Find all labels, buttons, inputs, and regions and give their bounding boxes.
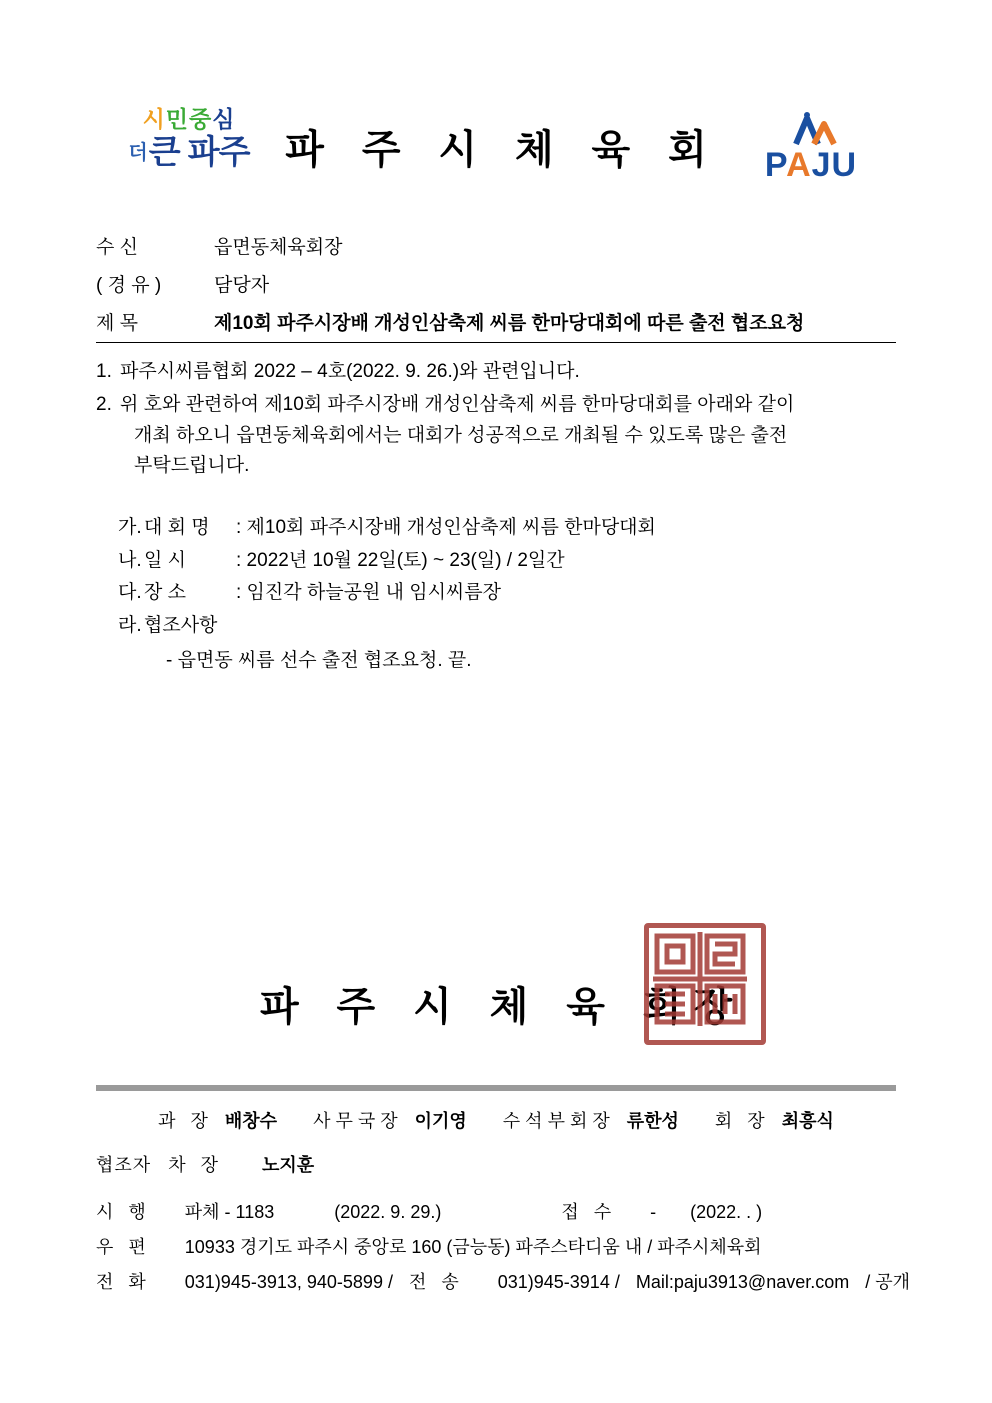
fax-value: 031)945-3914 / <box>497 1272 620 1293</box>
detail-item-name-key: 대 회 명 <box>144 517 210 539</box>
body-item-1-text: 파주시씨름협회 2022 – 4호(2022. 9. 26.)와 관련입니다. <box>120 361 580 382</box>
paju-wordmark-a: A <box>786 146 812 184</box>
slogan-main: 큰 파주 <box>148 133 250 170</box>
cooperator-role: 차 장 <box>168 1155 223 1175</box>
approval-role-3: 수석부회장 <box>502 1111 615 1131</box>
disclosure-value: / 공개 <box>865 1272 911 1293</box>
detail-item-place-mark: 다. <box>118 582 142 604</box>
detail-item-cooperation-value <box>236 610 896 643</box>
slogan-char-3: 심 <box>212 106 236 132</box>
document-header <box>96 98 896 208</box>
detail-item-name <box>118 512 896 545</box>
postal-label: 우 편 <box>96 1237 151 1258</box>
paju-wordmark-p: P <box>764 146 787 184</box>
body-item-2-text <box>120 390 896 482</box>
approval-person-2: 이기영 <box>414 1111 467 1131</box>
issue-date: (2022. 9. 29.) <box>334 1202 442 1222</box>
detail-item-date <box>118 545 896 578</box>
body-item-1 <box>96 357 896 388</box>
document-footer <box>96 1085 911 1300</box>
recipient-row <box>96 232 896 259</box>
body-item-2-line3: 부탁드립니다. <box>134 455 250 477</box>
detail-item-date-value: : 2022년 10월 22일(토) ~ 23(일) / 2일간 <box>236 549 565 571</box>
detail-note: - 읍면동 씨름 선수 출전 협조요청. 끝. <box>166 649 472 671</box>
detail-item-place-value: : 임진각 하늘공원 내 임시씨름장 <box>236 582 501 604</box>
detail-item-date-key: 일 시 <box>144 549 186 571</box>
receipt-value: - <box>650 1202 657 1222</box>
recipient-label: 수 신 <box>96 237 138 258</box>
approval-person-3: 류한성 <box>626 1111 679 1131</box>
issue-label: 시 행 <box>96 1202 151 1222</box>
detail-list <box>118 512 896 677</box>
approval-line <box>96 1107 896 1133</box>
signature-name-text: 파 주 시 체 육 회장 <box>259 984 745 1030</box>
via-row <box>96 270 896 297</box>
receipt-label: 접 수 <box>561 1202 617 1222</box>
official-seal-icon <box>644 923 766 1045</box>
cooperator-label: 협조자 <box>96 1155 152 1175</box>
detail-item-place <box>118 577 896 610</box>
recipient-value: 읍면동체육회장 <box>214 237 343 258</box>
detail-item-name-mark: 가. <box>118 517 142 539</box>
approval-person-1: 배창수 <box>224 1111 278 1131</box>
via-value: 담당자 <box>214 275 270 296</box>
subject-label: 제 목 <box>96 313 138 334</box>
mail-value: Mail:paju3913@naver.com <box>635 1272 850 1293</box>
detail-item-cooperation-mark: 라. <box>118 615 142 637</box>
cooperator-person: 노지훈 <box>261 1155 315 1175</box>
cooperator-line <box>96 1151 896 1177</box>
meta-postal-line <box>96 1230 896 1265</box>
address-block <box>96 232 896 343</box>
subject-row <box>96 308 896 343</box>
paju-wordmark <box>736 148 886 182</box>
signature-block <box>0 975 992 1032</box>
meta-issue-line <box>96 1195 896 1230</box>
signature-name <box>248 975 744 1032</box>
slogan-prefix: 더 <box>128 142 147 164</box>
body-item-2-number: 2. <box>96 393 112 415</box>
approval-role-2: 사무국장 <box>313 1111 403 1131</box>
paju-wordmark-ju: JU <box>811 146 858 184</box>
detail-item-cooperation-key: 협조사항 <box>144 615 218 637</box>
body-item-2-line1: 위 호와 관련하여 제10회 파주시장배 개성인삼축제 씨름 한마당대회를 아래와 같이 <box>120 393 795 415</box>
slogan-char-2: 민중 <box>165 106 213 132</box>
page-title: 파 주 시 체 육 회 <box>285 127 719 173</box>
phone-label: 전 화 <box>96 1272 151 1293</box>
footer-divider <box>96 1085 896 1091</box>
paju-mountain-icon <box>736 112 886 146</box>
paju-brand-logo <box>736 112 886 182</box>
document-body <box>96 357 896 677</box>
postal-value: 10933 경기도 파주시 중앙로 160 (금능동) 파주스타디움 내 / 파주시체육회 <box>184 1237 762 1258</box>
approval-role-4: 회 장 <box>714 1111 770 1131</box>
body-item-2 <box>96 390 896 482</box>
body-item-2-line2: 개최 하오니 읍면동체육회에서는 대회가 성공적으로 개최될 수 있도록 많은 출전 <box>134 424 788 446</box>
body-item-1-number: 1. <box>96 361 112 382</box>
issue-value: 파체 - 1183 <box>184 1202 275 1222</box>
fax-label: 전 송 <box>408 1272 464 1293</box>
receipt-date: (2022. . ) <box>690 1202 763 1222</box>
detail-item-name-value: : 제10회 파주시장배 개성인삼축제 씨름 한마당대회 <box>236 517 656 539</box>
detail-item-date-mark: 나. <box>118 549 142 571</box>
via-label: ( 경 유 ) <box>96 275 162 296</box>
detail-item-cooperation <box>118 610 896 643</box>
subject-value: 제10회 파주시장배 개성인삼축제 씨름 한마당대회에 따른 출전 협조요청 <box>214 313 805 334</box>
phone-value: 031)945-3913, 940-5899 / <box>184 1272 393 1293</box>
meta-contact-line <box>96 1265 911 1300</box>
slogan-char-1: 시 <box>142 106 166 132</box>
approval-person-4: 최흥식 <box>781 1111 834 1131</box>
detail-item-place-key: 장 소 <box>144 582 186 604</box>
approval-role-1: 과 장 <box>158 1111 213 1131</box>
